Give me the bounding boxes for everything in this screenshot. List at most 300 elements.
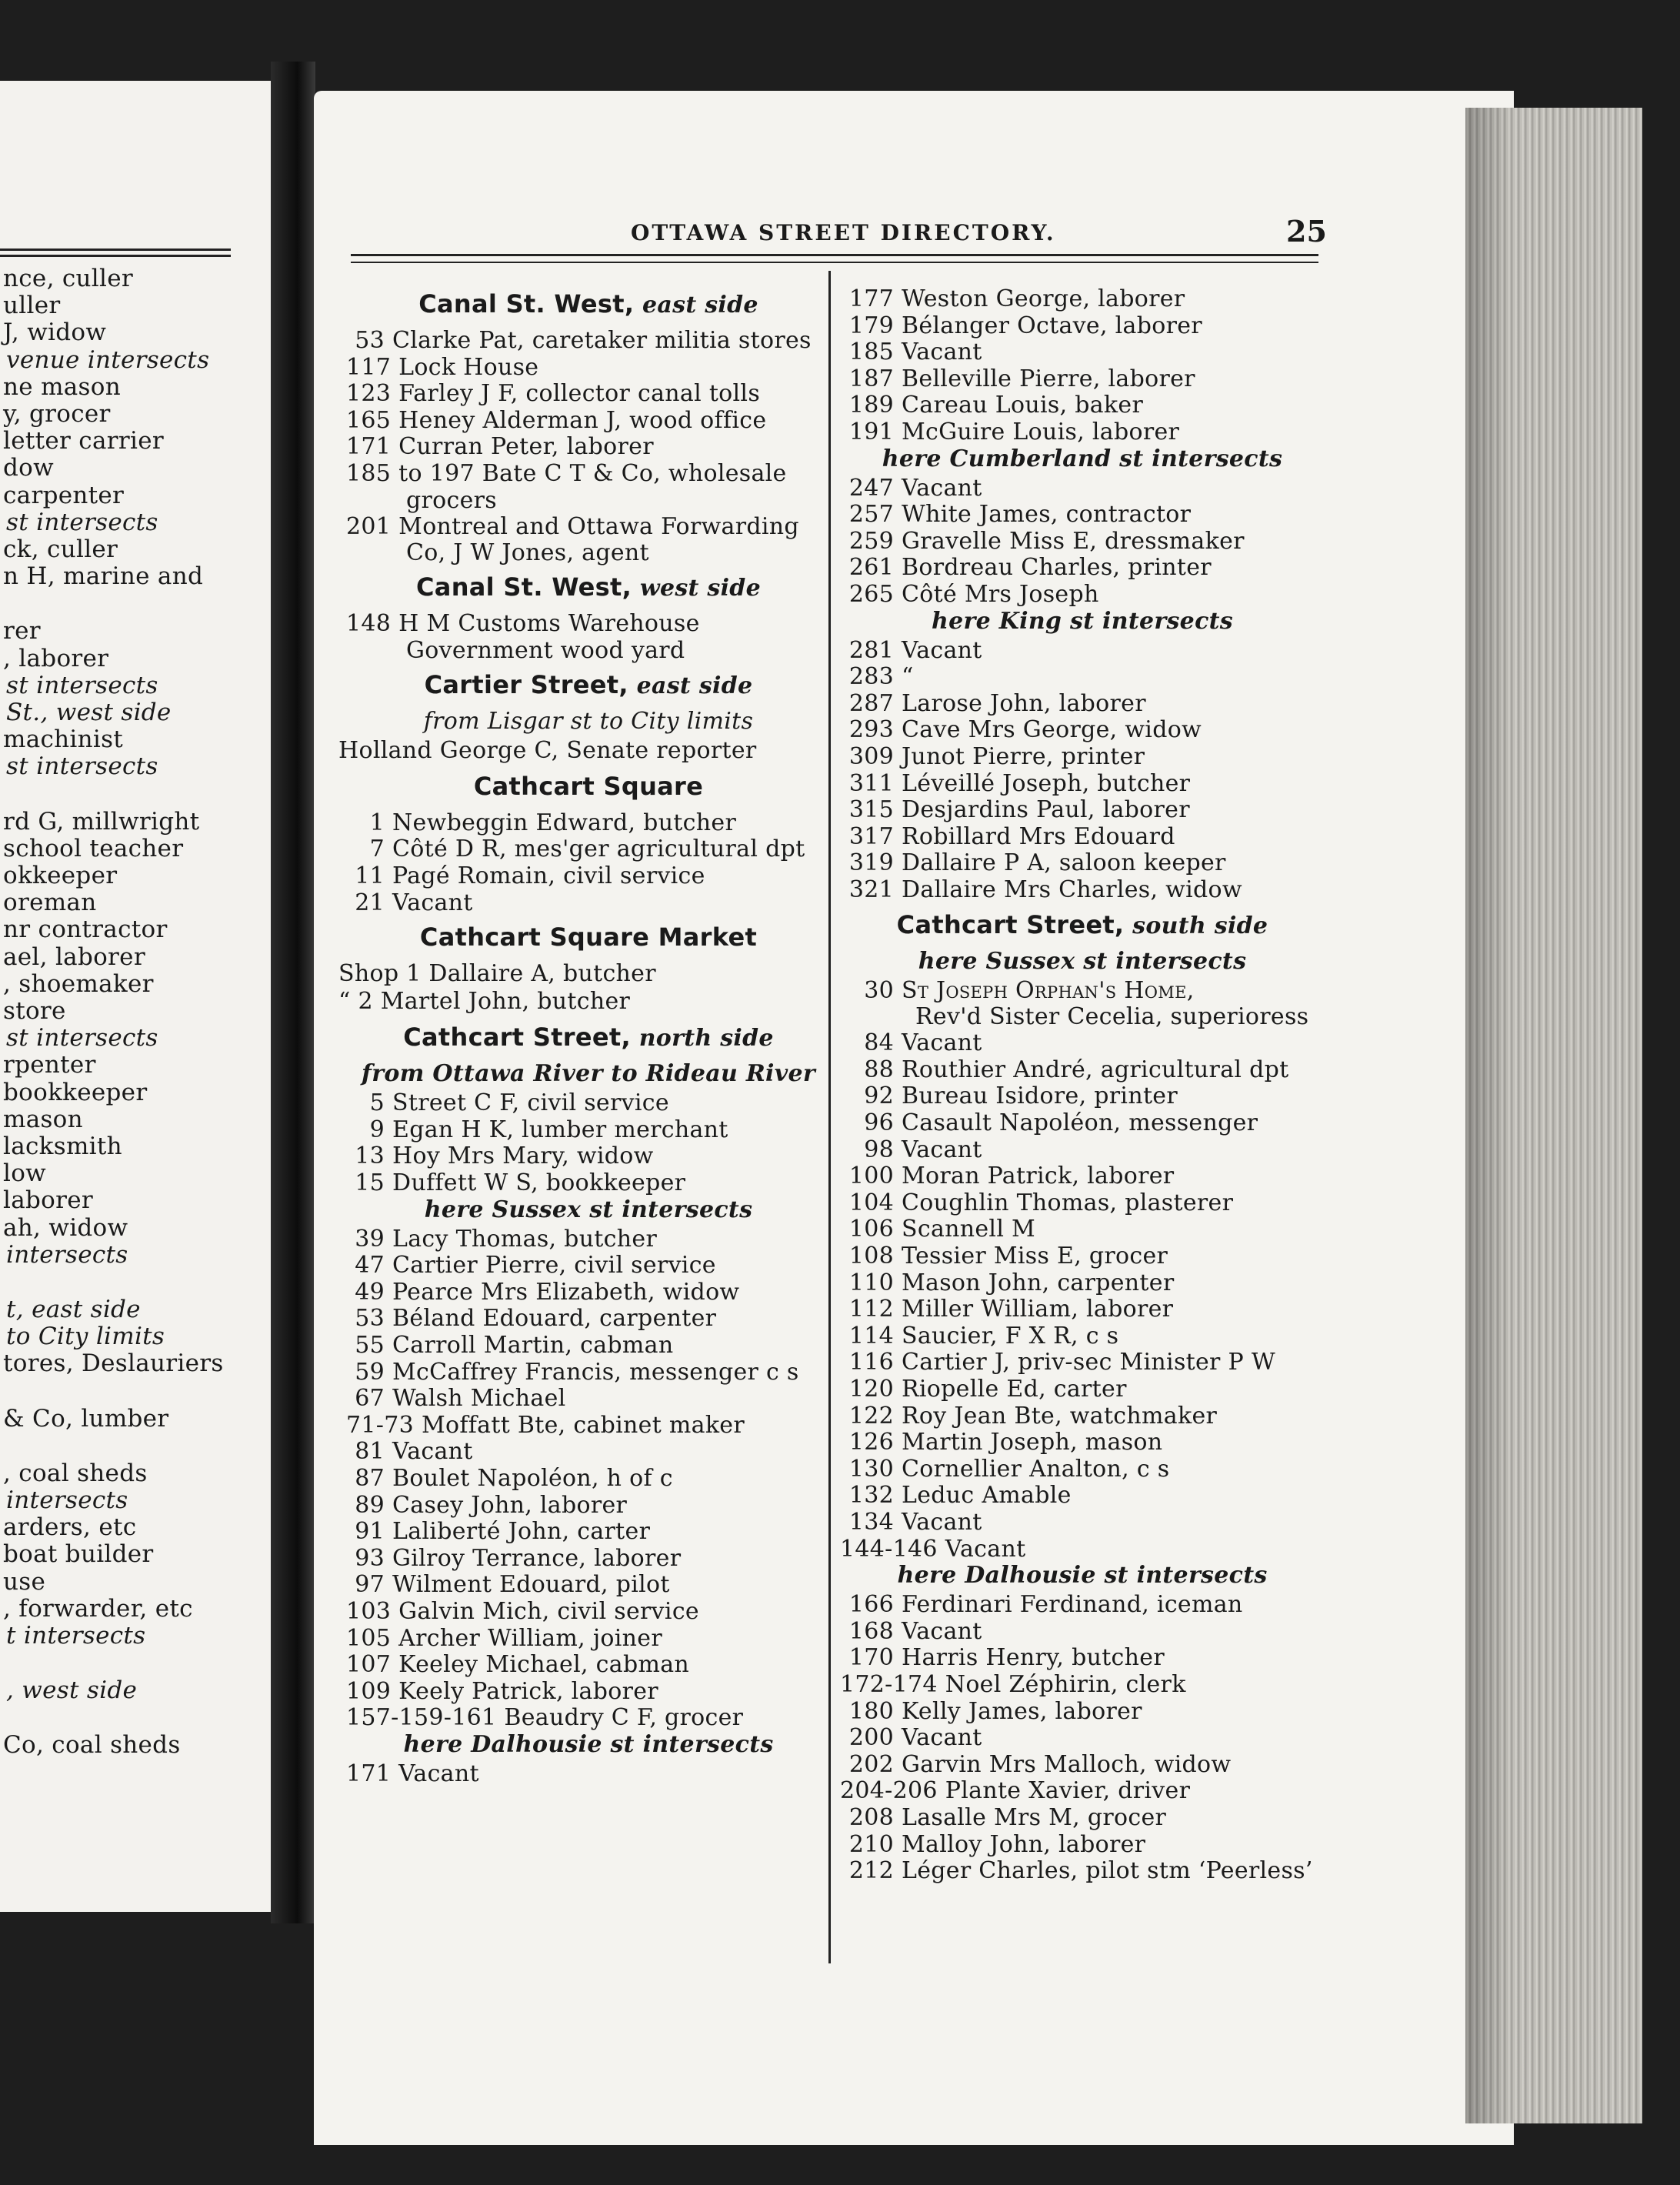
occupant-name: Vacant bbox=[902, 1724, 982, 1752]
street-heading bbox=[416, 574, 761, 602]
occupant-name: Vacant bbox=[902, 636, 982, 664]
occupant-name: Léveillé Joseph, butcher bbox=[902, 769, 1191, 797]
house-number: 202 bbox=[848, 1750, 894, 1778]
occupant-name: Robillard Mrs Edouard bbox=[902, 822, 1175, 850]
house-number: 104 bbox=[848, 1189, 894, 1216]
occupant-name: Carroll Martin, cabman bbox=[392, 1332, 674, 1359]
occupant-name: Gravelle Miss E, dressmaker bbox=[902, 527, 1245, 555]
occupant-name: Saucier, F X R, c s bbox=[902, 1322, 1119, 1349]
occupant-name: Noel Zéphirin, clerk bbox=[945, 1671, 1186, 1698]
occupant-name: Casault Napoléon, messenger bbox=[902, 1109, 1258, 1136]
directory-entry bbox=[840, 1083, 1178, 1109]
left-page-line: ah, widow bbox=[3, 1213, 128, 1242]
house-number: 7 bbox=[369, 836, 385, 863]
directory-entry bbox=[346, 863, 705, 889]
left-page-line: J, widow bbox=[3, 319, 107, 347]
directory-entry bbox=[346, 1306, 716, 1332]
occupant-name: Vacant bbox=[902, 339, 982, 366]
occupant-name: Keely Patrick, laborer bbox=[398, 1677, 658, 1705]
directory-entry bbox=[346, 461, 787, 487]
left-page-line: laborer bbox=[3, 1186, 93, 1215]
occupant-name: Laliberté John, carter bbox=[392, 1518, 651, 1546]
left-page-line: st intersects bbox=[6, 671, 158, 699]
left-page-line: intersects bbox=[6, 1486, 128, 1514]
directory-entry bbox=[346, 1117, 728, 1143]
street-name: Cathcart Square bbox=[473, 771, 704, 801]
house-number: 71-73 bbox=[346, 1411, 414, 1439]
directory-entry bbox=[840, 1509, 982, 1536]
left-page-line: store bbox=[3, 997, 66, 1025]
house-number: 212 bbox=[848, 1857, 894, 1885]
occupant-name: to 197 Bate C T & Co, wholesale bbox=[398, 460, 787, 487]
house-number: 132 bbox=[848, 1482, 894, 1509]
directory-entry bbox=[346, 1090, 669, 1116]
directory-entry bbox=[346, 1413, 745, 1439]
occupant-name: Ferdinari Ferdinand, iceman bbox=[902, 1591, 1243, 1619]
column-divider bbox=[828, 271, 831, 1963]
intersection-note: from Lisgar st to City limits bbox=[423, 707, 754, 735]
occupant-name: Plante Xavier, driver bbox=[945, 1777, 1191, 1805]
intersection-note: here Dalhousie st intersects bbox=[897, 1562, 1268, 1590]
page-number: 25 bbox=[1286, 214, 1327, 249]
directory-entry bbox=[840, 1376, 1127, 1403]
house-number: 148 bbox=[346, 610, 392, 638]
occupant-name: Lasalle Mrs M, grocer bbox=[902, 1804, 1167, 1831]
house-number: 123 bbox=[346, 380, 392, 408]
directory-entry bbox=[840, 850, 1226, 876]
directory-entry bbox=[346, 1519, 650, 1545]
directory-entry bbox=[346, 611, 700, 637]
street-name: Cartier Street, bbox=[424, 669, 628, 699]
directory-entry bbox=[840, 1270, 1174, 1296]
directory-entry bbox=[840, 1429, 1162, 1456]
directory-entry bbox=[346, 1572, 670, 1598]
house-number: 247 bbox=[848, 474, 894, 502]
occupant-name: White James, contractor bbox=[902, 501, 1192, 529]
intersection-note: here Cumberland st intersects bbox=[882, 445, 1283, 472]
directory-entry bbox=[840, 1725, 982, 1751]
occupant-name: Routhier André, agricultural dpt bbox=[902, 1056, 1289, 1083]
left-page-line: letter carrier bbox=[3, 427, 164, 455]
directory-entry bbox=[840, 824, 1175, 850]
house-number: 210 bbox=[848, 1830, 894, 1858]
occupant-name: Bélanger Octave, laborer bbox=[902, 312, 1202, 339]
occupant-name: McCaffrey Francis, messenger c s bbox=[392, 1358, 799, 1386]
left-page-line: ck, culler bbox=[3, 535, 118, 563]
directory-entry bbox=[840, 1403, 1217, 1429]
house-number: 283 bbox=[848, 663, 894, 691]
directory-entry bbox=[840, 286, 1185, 312]
occupant-name: Desjardins Paul, laborer bbox=[902, 796, 1190, 824]
house-number: 265 bbox=[848, 581, 894, 608]
left-page-line: school teacher bbox=[3, 834, 184, 862]
house-number: 204-206 bbox=[840, 1777, 938, 1805]
house-number: 177 bbox=[848, 285, 894, 312]
occupant-name: McGuire Louis, laborer bbox=[902, 419, 1180, 445]
house-number: 30 bbox=[864, 976, 894, 1004]
occupant-name: Côté Mrs Joseph bbox=[902, 581, 1099, 608]
directory-entry bbox=[840, 366, 1195, 392]
occupant-name: H M Customs Warehouse bbox=[398, 610, 700, 638]
directory-entry bbox=[840, 978, 1195, 1004]
directory-entry bbox=[840, 1778, 1190, 1804]
directory-entry bbox=[840, 877, 1242, 903]
left-page-line: , forwarder, etc bbox=[3, 1594, 193, 1623]
house-number: 168 bbox=[848, 1617, 894, 1645]
house-number: 98 bbox=[864, 1136, 894, 1163]
occupant-name: Cornellier Analton, c s bbox=[902, 1455, 1170, 1483]
occupant-name: Hoy Mrs Mary, widow bbox=[392, 1143, 654, 1170]
left-page-line: uller bbox=[3, 292, 61, 320]
occupant-name: Galvin Mich, civil service bbox=[398, 1598, 699, 1625]
house-number: 180 bbox=[848, 1697, 894, 1725]
house-number: 170 bbox=[848, 1644, 894, 1672]
house-number: 107 bbox=[346, 1651, 392, 1679]
occupant-name: Coughlin Thomas, plasterer bbox=[902, 1189, 1234, 1216]
directory-entry bbox=[346, 1143, 654, 1169]
left-page-line: St., west side bbox=[6, 699, 172, 726]
occupant-name: Roy Jean Bte, watchmaker bbox=[902, 1402, 1218, 1429]
house-number: 171 bbox=[346, 1760, 392, 1787]
directory-entry bbox=[840, 1536, 1025, 1563]
occupant-name: Larose John, laborer bbox=[902, 689, 1146, 717]
house-number: 81 bbox=[355, 1438, 385, 1466]
house-number: 114 bbox=[848, 1322, 894, 1349]
house-number: 97 bbox=[355, 1571, 385, 1599]
left-page-line: rd G, millwright bbox=[3, 807, 200, 836]
house-number: 88 bbox=[864, 1056, 894, 1083]
left-page-line: arders, etc bbox=[3, 1513, 137, 1542]
house-number: 87 bbox=[355, 1465, 385, 1492]
house-number: 172-174 bbox=[840, 1671, 938, 1698]
directory-entry bbox=[346, 1546, 681, 1572]
directory-entry bbox=[840, 1645, 1165, 1671]
occupant-name: Harris Henry, butcher bbox=[902, 1644, 1165, 1672]
house-number: 92 bbox=[864, 1082, 894, 1110]
directory-entry bbox=[840, 502, 1191, 528]
occupant-name: Wilment Edouard, pilot bbox=[392, 1571, 670, 1599]
house-number: 126 bbox=[848, 1429, 894, 1456]
directory-entry bbox=[346, 408, 766, 434]
house-number: 130 bbox=[848, 1455, 894, 1483]
left-page-line: Co, coal sheds bbox=[3, 1731, 181, 1760]
house-number: 157-159-161 bbox=[346, 1704, 497, 1732]
directory-entry bbox=[346, 514, 799, 540]
left-page-line: bookkeeper bbox=[3, 1078, 148, 1106]
occupant-name: Vacant bbox=[392, 1438, 473, 1466]
page-edges bbox=[1465, 108, 1642, 2123]
directory-entry bbox=[840, 664, 914, 690]
occupant-name: Montreal and Ottawa Forwarding bbox=[398, 512, 799, 540]
directory-entry bbox=[840, 1619, 982, 1645]
house-number: 200 bbox=[848, 1724, 894, 1752]
left-page-line: , shoemaker bbox=[3, 969, 154, 998]
house-number: 191 bbox=[848, 419, 894, 445]
house-number: 55 bbox=[355, 1332, 385, 1359]
house-number: 110 bbox=[848, 1269, 894, 1296]
house-number: 189 bbox=[848, 392, 894, 419]
occupant-name: Cartier J, priv-sec Minister P W bbox=[902, 1349, 1275, 1376]
left-page-line: , coal sheds bbox=[3, 1459, 148, 1487]
directory-entry: Shop 1 Dallaire A, butcher bbox=[338, 960, 656, 988]
occupant-name: Weston George, laborer bbox=[902, 285, 1185, 312]
occupant-name: Pearce Mrs Elizabeth, widow bbox=[392, 1278, 740, 1306]
header-rule bbox=[351, 254, 1318, 256]
house-number: 53 bbox=[355, 1305, 385, 1333]
street-side: east side bbox=[634, 292, 758, 319]
directory-entry bbox=[840, 1323, 1118, 1349]
street-heading bbox=[418, 291, 758, 319]
directory-entry bbox=[840, 313, 1202, 339]
occupant-name: Curran Peter, laborer bbox=[398, 433, 654, 461]
directory-entry bbox=[840, 1349, 1275, 1376]
left-page-line: mason bbox=[3, 1105, 83, 1133]
house-number: 116 bbox=[848, 1349, 894, 1376]
directory-entry bbox=[346, 1599, 699, 1625]
directory-entry bbox=[346, 1386, 566, 1412]
street-heading bbox=[896, 909, 1268, 939]
left-page-line: okkeeper bbox=[3, 862, 118, 889]
directory-entry bbox=[346, 1226, 657, 1253]
occupant-name: Vacant bbox=[945, 1535, 1026, 1563]
occupant-name: “ bbox=[902, 663, 914, 691]
left-page-line: lacksmith bbox=[3, 1133, 122, 1160]
house-number: 321 bbox=[848, 876, 894, 903]
directory-entry bbox=[840, 1110, 1258, 1136]
occupant-name: Archer William, joiner bbox=[398, 1624, 662, 1652]
street-name: Cathcart Square Market bbox=[419, 922, 758, 952]
house-number: 100 bbox=[848, 1163, 894, 1190]
directory-entry bbox=[840, 638, 982, 664]
house-number: 293 bbox=[848, 716, 894, 744]
street-side: north side bbox=[630, 1025, 774, 1052]
directory-entry: Holland George C, Senate reporter bbox=[338, 736, 757, 764]
house-number: 187 bbox=[848, 365, 894, 392]
street-heading bbox=[420, 924, 757, 950]
occupant-name: Moran Patrick, laborer bbox=[902, 1163, 1175, 1190]
house-number: 106 bbox=[848, 1216, 894, 1243]
directory-entry bbox=[840, 1672, 1186, 1698]
directory-entry bbox=[840, 1456, 1169, 1483]
occupant-name: Léger Charles, pilot stm ‘Peerless’ bbox=[902, 1857, 1313, 1885]
occupant-name: Junot Pierre, printer bbox=[902, 743, 1145, 770]
occupant-name: Egan H K, lumber merchant bbox=[392, 1116, 728, 1143]
occupant-name: Vacant bbox=[902, 1617, 982, 1645]
directory-entry bbox=[840, 771, 1190, 797]
directory-entry bbox=[840, 1243, 1168, 1269]
directory-entry bbox=[840, 1805, 1166, 1831]
entry-continuation: Rev'd Sister Cecelia, superioress bbox=[915, 1003, 1309, 1031]
occupant-name: Kelly James, laborer bbox=[902, 1697, 1142, 1725]
left-page-line: , laborer bbox=[3, 644, 109, 672]
house-number: 287 bbox=[848, 689, 894, 717]
left-page-line: oreman bbox=[3, 889, 97, 917]
occupant-name: Cave Mrs George, widow bbox=[902, 716, 1202, 744]
left-page-line: ael, laborer bbox=[3, 942, 145, 971]
directory-entry bbox=[840, 691, 1146, 717]
house-number: 1 bbox=[369, 809, 385, 836]
directory-entry bbox=[840, 1030, 982, 1056]
occupant-name: Moffatt Bte, cabinet maker bbox=[421, 1411, 745, 1439]
header-rule bbox=[351, 262, 1318, 263]
house-number: 201 bbox=[346, 512, 392, 540]
left-page-line: t, east side bbox=[6, 1296, 141, 1323]
house-number: 93 bbox=[355, 1544, 385, 1572]
entry-continuation: Government wood yard bbox=[406, 636, 685, 664]
directory-entry bbox=[840, 419, 1179, 445]
occupant-name: Malloy John, laborer bbox=[902, 1830, 1146, 1858]
house-number: 103 bbox=[346, 1598, 392, 1625]
directory-entry bbox=[346, 434, 654, 460]
street-name: Canal St. West, bbox=[418, 289, 635, 319]
directory-entry bbox=[346, 1359, 799, 1386]
left-page-line: t intersects bbox=[6, 1622, 146, 1650]
directory-entry bbox=[840, 582, 1099, 608]
left-page-line: rer bbox=[3, 617, 41, 645]
house-number: 39 bbox=[355, 1225, 385, 1253]
house-number: 13 bbox=[355, 1143, 385, 1170]
intersection-note: here Sussex st intersects bbox=[424, 1196, 753, 1223]
house-number: 96 bbox=[864, 1109, 894, 1136]
directory-entry bbox=[346, 1279, 739, 1306]
intersection-note: from Ottawa River to Rideau River bbox=[362, 1060, 815, 1088]
street-name: Cathcart Street, bbox=[896, 909, 1125, 939]
directory-entry bbox=[840, 1137, 982, 1163]
left-page-line: intersects bbox=[6, 1240, 128, 1269]
occupant-name: Tessier Miss E, grocer bbox=[902, 1243, 1168, 1269]
occupant-name: Vacant bbox=[902, 1029, 982, 1057]
left-page-line: boat builder bbox=[3, 1540, 154, 1569]
occupant-name: Pagé Romain, civil service bbox=[392, 862, 705, 889]
house-number: 261 bbox=[848, 554, 894, 582]
street-side: east side bbox=[628, 672, 753, 699]
left-page-line: n H, marine and bbox=[3, 562, 204, 591]
house-number: 122 bbox=[848, 1402, 894, 1429]
occupant-name: Bureau Isidore, printer bbox=[902, 1082, 1178, 1110]
occupant-name: Leduc Amable bbox=[902, 1482, 1072, 1509]
left-page-line: machinist bbox=[3, 726, 124, 754]
intersection-note: here King st intersects bbox=[932, 607, 1233, 635]
directory-entry bbox=[346, 1253, 716, 1279]
directory-entry bbox=[840, 1699, 1142, 1725]
directory-entry bbox=[346, 1466, 673, 1492]
house-number: 105 bbox=[346, 1624, 392, 1652]
directory-entry bbox=[346, 1333, 673, 1359]
house-number: 259 bbox=[848, 527, 894, 555]
directory-entry bbox=[840, 529, 1245, 555]
house-number: 179 bbox=[848, 312, 894, 339]
directory-entry bbox=[840, 1057, 1288, 1083]
directory-entry bbox=[346, 355, 538, 381]
left-page-line: use bbox=[3, 1567, 46, 1596]
house-number: 317 bbox=[848, 822, 894, 850]
street-name: Cathcart Street, bbox=[403, 1022, 631, 1052]
occupant-name: Clarke Pat, caretaker militia stores bbox=[392, 327, 812, 354]
house-number: 53 bbox=[355, 327, 385, 354]
occupant-name: Careau Louis, baker bbox=[902, 392, 1144, 419]
left-page-line: st intersects bbox=[6, 1024, 158, 1052]
occupant-name: Newbeggin Edward, butcher bbox=[392, 809, 737, 836]
left-page-line: to City limits bbox=[6, 1323, 165, 1351]
street-side: west side bbox=[632, 575, 761, 602]
house-number: 11 bbox=[355, 862, 385, 889]
occupant-name: Beaudry C F, grocer bbox=[504, 1704, 744, 1732]
house-number: 21 bbox=[355, 889, 385, 916]
street-heading bbox=[424, 669, 753, 699]
house-number: 120 bbox=[848, 1376, 894, 1403]
directory-entry bbox=[840, 1483, 1072, 1509]
house-number: 91 bbox=[355, 1518, 385, 1546]
directory-entry: “ 2 Martel John, butcher bbox=[338, 988, 631, 1016]
occupant-name: Bordreau Charles, printer bbox=[902, 554, 1212, 582]
directory-entry bbox=[840, 1592, 1243, 1618]
occupant-name: Casey John, laborer bbox=[392, 1491, 628, 1519]
directory-entry bbox=[346, 1626, 662, 1652]
occupant-name: Scannell M bbox=[902, 1216, 1036, 1243]
house-number: 9 bbox=[369, 1116, 385, 1143]
directory-entry bbox=[840, 1190, 1233, 1216]
occupant-name: Boulet Napoléon, h of c bbox=[392, 1465, 673, 1492]
left-page-line: st intersects bbox=[6, 508, 158, 536]
directory-entry bbox=[346, 1493, 627, 1519]
occupant-name: Dallaire Mrs Charles, widow bbox=[902, 876, 1242, 903]
left-page-line: nce, culler bbox=[3, 265, 134, 292]
directory-entry bbox=[346, 381, 760, 407]
directory-entry bbox=[346, 1705, 743, 1731]
house-number: 185 bbox=[848, 339, 894, 366]
street-name: Canal St. West, bbox=[416, 572, 632, 602]
occupant-name: Vacant bbox=[398, 1760, 479, 1787]
occupant-name: Mason John, carpenter bbox=[902, 1269, 1175, 1296]
directory-entry bbox=[840, 339, 982, 365]
left-page-line: dow bbox=[3, 454, 54, 482]
house-number: 49 bbox=[355, 1278, 385, 1306]
directory-entry bbox=[346, 1170, 685, 1196]
occupant-name: Garvin Mrs Malloch, widow bbox=[902, 1750, 1232, 1778]
occupant-name: Vacant bbox=[902, 1136, 982, 1163]
left-page-line: y, grocer bbox=[3, 400, 111, 428]
occupant-name: Gilroy Terrance, laborer bbox=[392, 1544, 682, 1572]
left-page-line: carpenter bbox=[3, 481, 125, 509]
house-number: 144-146 bbox=[840, 1535, 938, 1563]
directory-entry bbox=[346, 810, 736, 836]
house-number: 109 bbox=[346, 1677, 392, 1705]
occupant-name: Côté D R, mes'ger agricultural dpt bbox=[392, 836, 805, 863]
occupant-name: St Joseph Orphan's Home, bbox=[902, 976, 1195, 1004]
directory-entry bbox=[346, 890, 473, 916]
house-number: 166 bbox=[848, 1591, 894, 1619]
directory-entry bbox=[840, 1163, 1174, 1189]
directory-entry bbox=[840, 1858, 1313, 1884]
house-number: 319 bbox=[848, 849, 894, 877]
occupant-name: Heney Alderman J, wood office bbox=[398, 406, 767, 434]
occupant-name: Keeley Michael, cabman bbox=[398, 1651, 690, 1679]
house-number: 281 bbox=[848, 636, 894, 664]
occupant-name: Miller William, laborer bbox=[902, 1296, 1174, 1323]
left-page-line: ne mason bbox=[3, 372, 121, 401]
house-number: 108 bbox=[848, 1243, 894, 1269]
house-number: 59 bbox=[355, 1358, 385, 1386]
occupant-name: Lacy Thomas, butcher bbox=[392, 1225, 658, 1253]
left-page-line: tores, Deslauriers bbox=[3, 1349, 224, 1378]
directory-entry bbox=[346, 328, 812, 354]
directory-entry bbox=[840, 1216, 1035, 1243]
house-number: 257 bbox=[848, 501, 894, 529]
occupant-name: Vacant bbox=[392, 889, 473, 916]
left-page-line: venue intersects bbox=[6, 345, 210, 374]
left-header-rules bbox=[0, 249, 231, 261]
left-page-line: low bbox=[3, 1159, 47, 1188]
